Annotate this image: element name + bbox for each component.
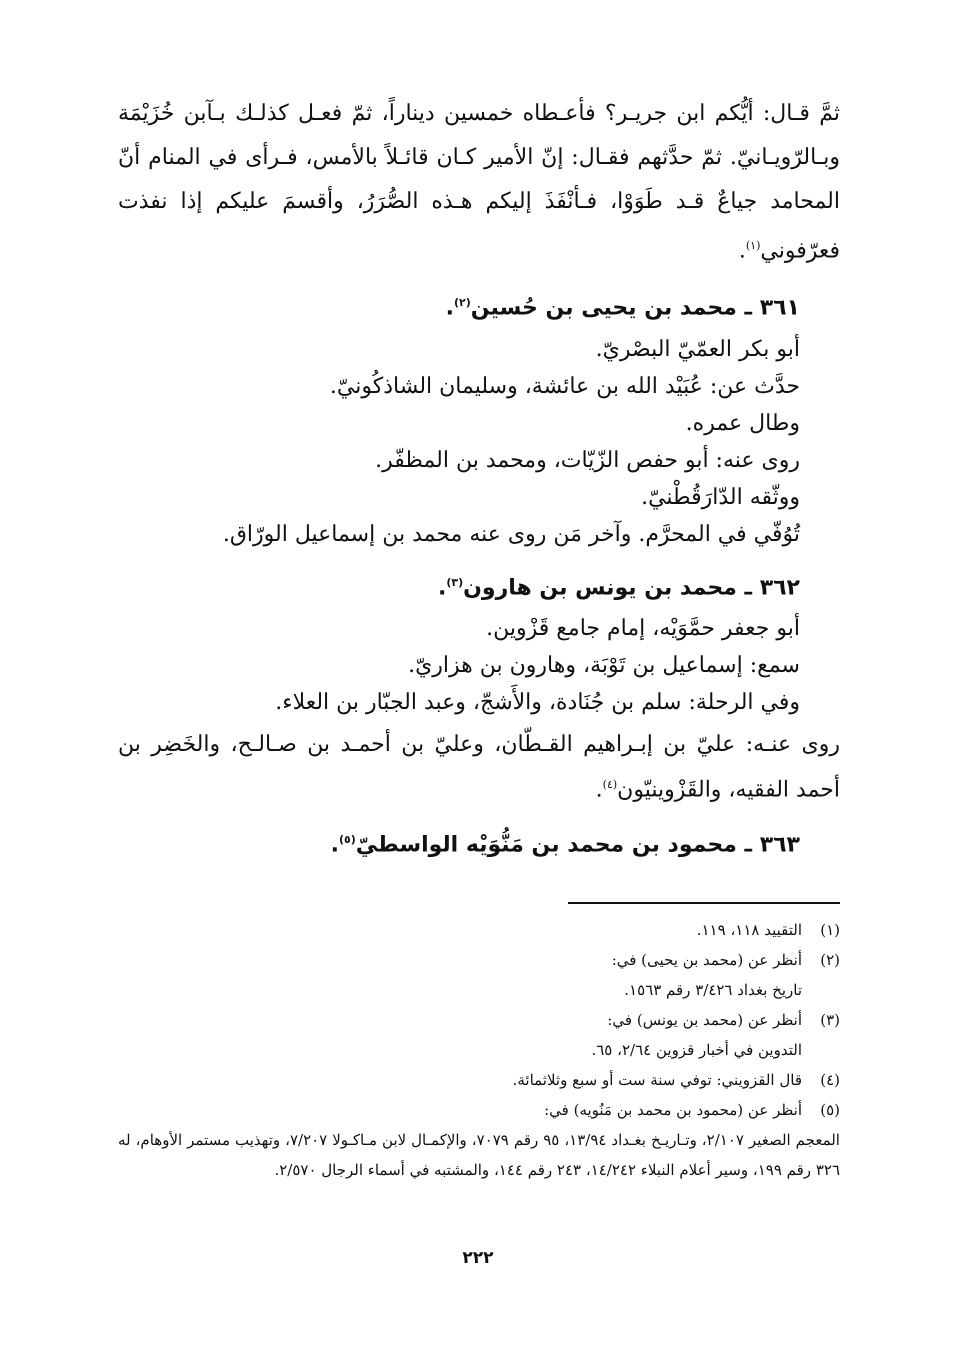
footnote-ref: (٥) [338,833,356,847]
entry-line: روى عنه: أبو حفص الزّيّات، ومحمد بن المظفّر. [375,447,800,473]
footnote-continuation: التدوين في أخبار قزوين ٢/٦٤، ٦٥. [591,1041,802,1059]
footnote: (٥)أنظر عن (محمود بن محمد بن مَنُويه) في: [544,1101,840,1119]
footnote-ref: (٣) [446,575,464,589]
entry-362 [118,561,840,811]
footnote: (٣)أنظر عن (محمد بن يونس) في: [607,1011,840,1029]
entry-363 [118,818,840,867]
entry-heading: ٣٦٢ ـ محمد بن يونس بن هارون$^{(٣)}$. [437,574,800,600]
entry-line: أبو جعفر حمَّوَيْه، إمام جامع قَزْوين. [486,615,800,641]
entry-line: سمع: إسماعيل بن تَوْبَة، وهارون بن هزاريّ. [408,652,800,678]
entry-line: وطال عمره. [685,410,800,436]
footnote-continuation: المعجم الصغير ٢/١٠٧، وتـاريـخ بغـداد ١٣/٩٤، ٩٥ رقم ٧٠٧٩، والإكمـال لابن مـاكـولا ٧/٢٠٧، وتهذيب مستمر الأوهام، له ٣٢٦ رقم ١٩٩، وسير أعلام النبلاء ١٤/٢٤٢، ٢٤٣ رقم ١٤٤، والمشتبه في أسماء الرجال ٢/٥٧٠. [118,1131,840,1179]
footnote: (٤)قال القزويني: توفي سنة ست أو سبع وثلاثمائة. [512,1071,840,1089]
footnote: (٢)أنظر عن (محمد بن يحيى) في: [611,951,840,969]
page-number: ٢٢٢ [462,1248,494,1268]
entry-line: ووثّقه الدّارَقُطْنيّ. [641,484,800,510]
entry-line: أبو بكر العمّيّ البصْريّ. [595,336,800,362]
footnote-separator [568,902,840,904]
entry-long-line: روى عنـه: عليّ بن إبـراهيم القـطّان، وعليّ بن أحمـد بن صـالـح، والخَضِر بن أحمد الفقيه، والقَزْوينيّون$^{(٤)}$. [118,731,840,803]
footnote-ref: (١) [745,239,761,252]
footnote: (١)التقييد ١١٨، ١١٩. [696,921,840,939]
footnotes [118,915,840,1185]
entry-line: وفي الرحلة: سلم بن جُنَادة، والأَشجّ، وعبد الجبّار بن العلاء. [275,689,800,715]
entry-line: تُوُفّي في المحرَّم. وآخر مَن روى عنه محمد بن إسماعيل الورّاق. [222,521,800,547]
entry-heading: ٣٦١ ـ محمد بن يحيى بن حُسين$^{(٢)}$. [445,295,800,321]
entry-heading: ٣٦٣ ـ محمود بن محمد بن مَنُّوَيْه الواسطيّ$^{(٥)}$. [330,832,800,858]
intro-paragraph-text: ثمَّ قـال: أيُّكم ابن جريـر؟ فأعـطاه خمسين ديناراً، ثمّ فعـل كذلـك بـآبن خُزَيْمَة وبـالرّويـانيّ. ثمّ حدَّثهم فقـال: إنّ الأمير كـان قائـلاً بالأمس، فـرأى في المنام أنّ المحامد جياعٌ قـد طَوَوْا، فـأنْفَذَ إليكم هـذه الصُّرَرُ، وأقسمَ عليكم إذا نفذت فعرّفوني [118,101,840,264]
intro-paragraph: ثمَّ قـال: أيُّكم ابن جريـر؟ فأعـطاه خمسين ديناراً، ثمّ فعـل كذلـك بـآبن خُزَيْمَة وبـالرّويـانيّ. ثمّ حدَّثهم فقـال: إنّ الأمير كـان قائـلاً بالأمس، فـرأى في المنام أنّ المحامد جياعٌ قـد طَوَوْا، فـأنْفَذَ إليكم هـذه الصُّرَرُ، وأقسمَ عليكم إذا نفذت فعرّفوني$^{(١)}$. [118,101,840,264]
footnote-ref: (٤) [602,777,618,791]
entry-line: حدَّث عن: عُبَيْد الله بن عائشة، وسليمان الشاذكُونيّ. [329,373,800,399]
footnote-ref: (٢) [454,296,471,310]
footnote-continuation: تاريخ بغداد ٣/٤٢٦ رقم ١٥٦٣. [624,981,802,999]
main-text [118,92,840,868]
entry-361 [118,281,840,552]
